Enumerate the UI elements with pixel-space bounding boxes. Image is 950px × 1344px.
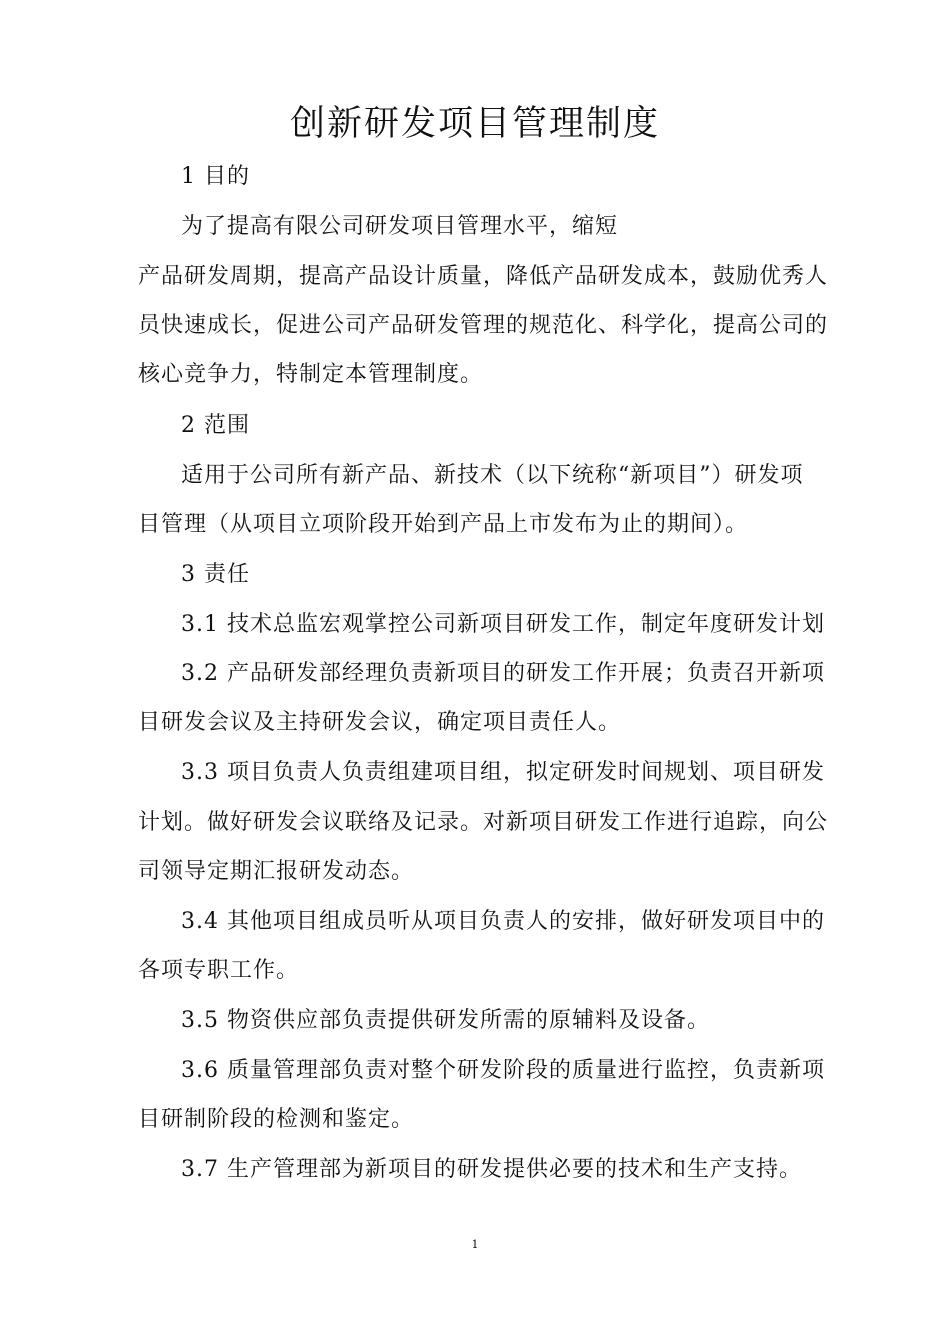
clause-3-1: 3.1 技术总监宏观掌控公司新项目研发工作，制定年度研发计划 bbox=[181, 612, 825, 637]
body-line: 目研发会议及主持研发会议，确定项目责任人。 bbox=[138, 710, 622, 735]
clause-3-7: 3.7 生产管理部为新项目的研发提供必要的技术和生产支持。 bbox=[181, 1157, 802, 1182]
body-line: 核心竞争力，特制定本管理制度。 bbox=[138, 362, 484, 387]
clause-3-3: 3.3 项目负责人负责组建项目组，拟定研发时间规划、项目研发 bbox=[181, 760, 825, 785]
body-line: 产品研发周期，提高产品设计质量，降低产品研发成本，鼓励优秀人 bbox=[138, 264, 829, 289]
body-line: 员快速成长，促进公司产品研发管理的规范化、科学化，提高公司的 bbox=[138, 313, 829, 338]
page-number: 1 bbox=[471, 1238, 479, 1251]
clause-3-6: 3.6 质量管理部负责对整个研发阶段的质量进行监控，负责新项 bbox=[181, 1058, 825, 1083]
section-heading-responsibility: 3 责任 bbox=[181, 562, 250, 587]
body-line: 目管理（从项目立项阶段开始到产品上市发布为止的期间）。 bbox=[138, 512, 749, 537]
section-heading-scope: 2 范围 bbox=[181, 413, 250, 438]
section-heading-purpose: 1 目的 bbox=[181, 164, 250, 189]
body-line: 为了提高有限公司研发项目管理水平，缩短 bbox=[181, 214, 619, 239]
body-line: 计划。做好研发会议联络及记录。对新项目研发工作进行追踪，向公 bbox=[138, 810, 829, 835]
clause-3-2: 3.2 产品研发部经理负责新项目的研发工作开展；负责召开新项 bbox=[181, 661, 825, 686]
document-title: 创新研发项目管理制度 bbox=[289, 104, 660, 144]
clause-3-5: 3.5 物资供应部负责提供研发所需的原辅料及设备。 bbox=[181, 1008, 710, 1033]
body-line: 适用于公司所有新产品、新技术（以下统称“新项目”）研发项 bbox=[181, 463, 804, 488]
body-line: 目研制阶段的检测和鉴定。 bbox=[138, 1107, 415, 1132]
clause-3-4: 3.4 其他项目组成员听从项目负责人的安排，做好研发项目中的 bbox=[181, 909, 825, 934]
body-line: 司领导定期汇报研发动态。 bbox=[138, 859, 415, 884]
body-line: 各项专职工作。 bbox=[138, 958, 300, 983]
